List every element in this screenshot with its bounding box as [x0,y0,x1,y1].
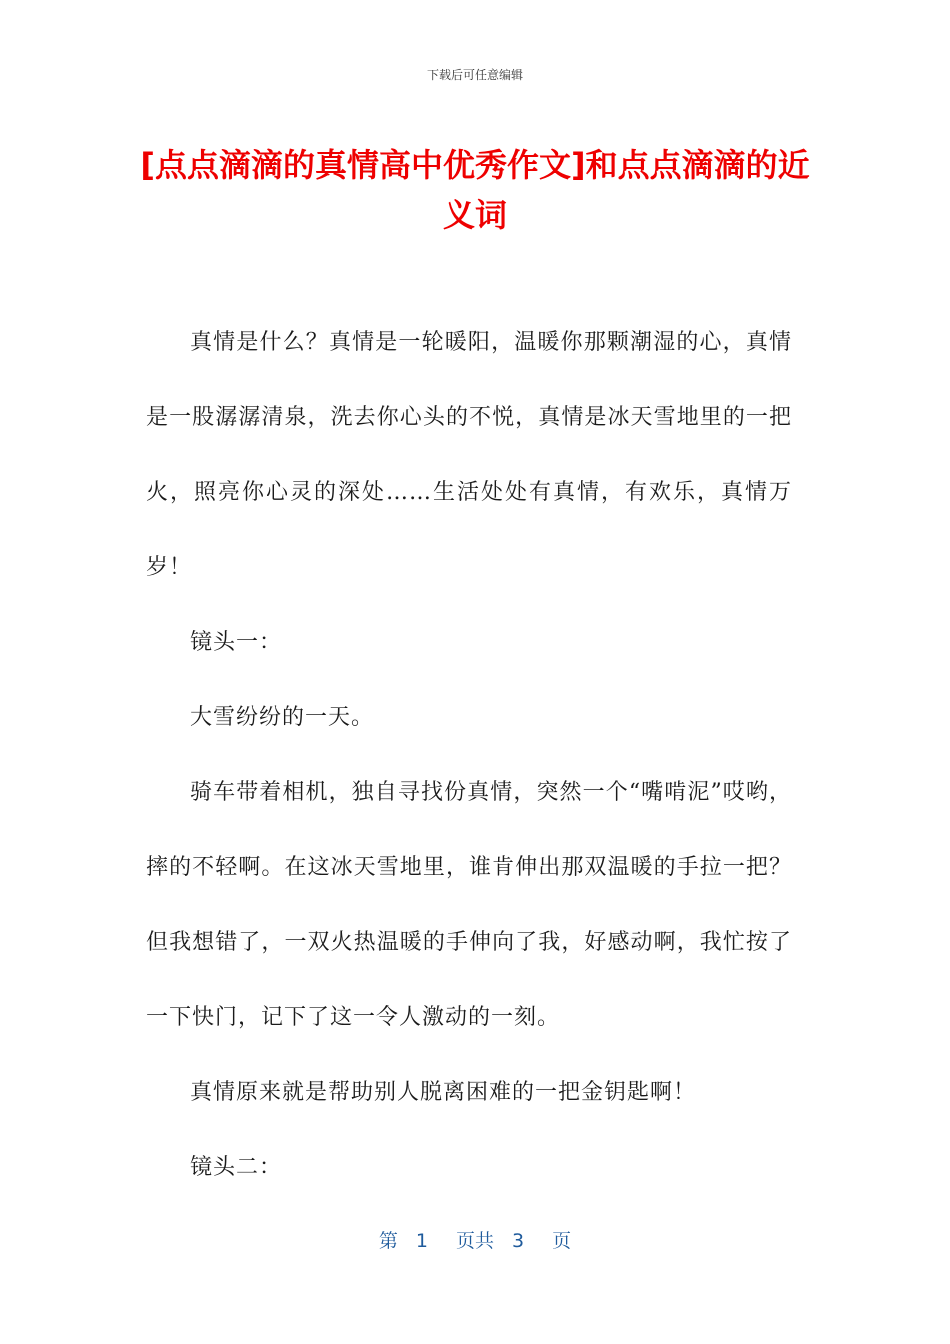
footer-total-pages: 3 [512,1230,525,1252]
paragraph-scene-one-heading: 镜头一： [190,630,283,655]
paragraph-intro: 真情是什么？真情是一轮暖阳，温暖你那颗潮湿的心，真情是一股潺潺清泉，洗去你心头的不悦，真情是冰天雪地里的一把火，照亮你心灵的深处……生活处处有真情，有欢乐，真情万岁！ [146,330,792,580]
paragraph-bike-story: 骑车带着相机，独自寻找份真情，突然一个“嘴啃泥”哎哟，摔的不轻啊。在这冰天雪地里，谁肯伸出那双温暖的手拉一把？但我想错了，一双火热温暖的手伸向了我，好感动啊，我忙按了一下快门，记下了这一令人激动的一刻。 [146,780,792,1030]
page-header-note: 下载后可任意编辑 [426,68,523,82]
paragraph-golden-key: 真情原来就是帮助别人脱离困难的一把金钥匙啊！ [190,1080,697,1105]
document-title: [点点滴滴的真情高中优秀作文]和点点滴滴的近义词 [140,146,810,234]
page-footer [0,1226,950,1253]
footer-prefix: 第 [378,1230,398,1252]
paragraph-snow-day: 大雪纷纷的一天。 [190,705,375,730]
footer-suffix: 页 [552,1230,572,1252]
footer-current-page: 1 [415,1230,428,1252]
document-body [146,305,792,1205]
paragraph-scene-two-heading: 镜头二： [190,1155,283,1180]
footer-middle: 页共 [455,1230,494,1252]
